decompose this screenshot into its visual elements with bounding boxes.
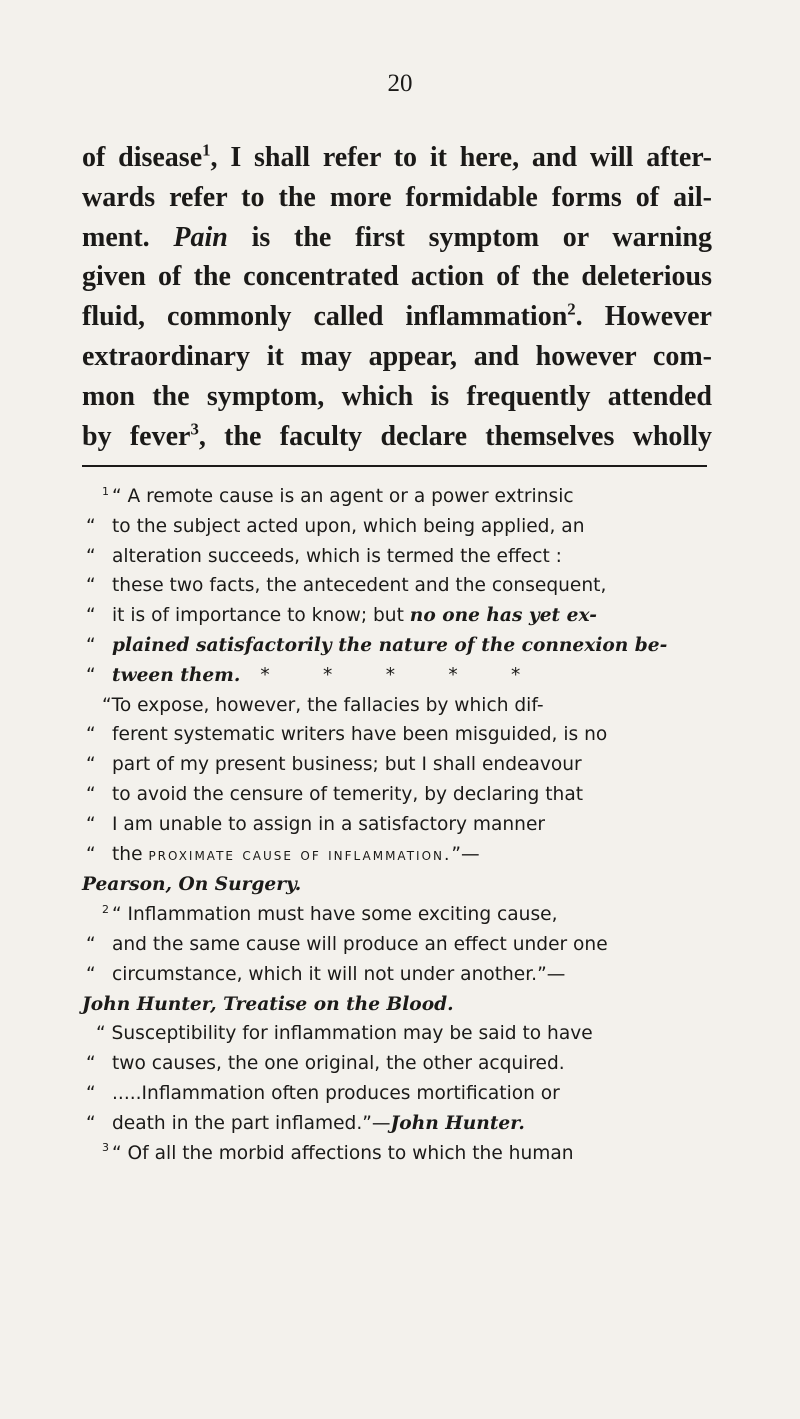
footnote-2: $^2$ “ Inflammation must have some exciting cause, [102, 902, 558, 926]
footnote-ref-1: 1 [202, 140, 211, 160]
open-quote-mark: “ [86, 575, 96, 597]
open-quote-mark: “ [86, 1082, 96, 1104]
footnote-line: “ .....Inflammation often produces mortification or [86, 1079, 712, 1109]
footnote-line: “ circumstance, which it will not under another.”— [86, 960, 712, 990]
emphasis-pain: Pain [173, 221, 228, 253]
footnote-ref-3: 3 [190, 419, 199, 439]
text-line: extraordinary it may appear, and however com- [82, 340, 712, 372]
footnote-1: $^1$ “ A remote cause is an agent or a power extrinsic [102, 484, 574, 507]
open-quote-mark: “ [86, 813, 96, 835]
open-quote-mark: “ [86, 843, 96, 865]
text-line: given of the concentrated action of the deleterious [82, 261, 712, 293]
footnote-line: “ it is of importance to know; but no one has yet ex- [86, 601, 712, 631]
open-quote-mark: “ [86, 933, 96, 955]
footnote-line: “ and the same cause will produce an effect under one [86, 930, 712, 960]
open-quote-mark: “ [86, 724, 96, 746]
open-quote-mark: “ [86, 783, 96, 805]
open-quote-mark: “ [86, 605, 96, 627]
footnote-ref-2: 2 [567, 299, 576, 319]
main-text [82, 138, 712, 456]
footnote-line: “ these two facts, the antecedent and the consequent, [86, 571, 712, 601]
text-line: mon the symptom, which is frequently attended [82, 380, 712, 412]
footnote-line: “To expose, however, the fallacies by which dif- [102, 694, 544, 716]
text-line: by fever$^3$, the faculty declare themselves wholly [82, 419, 712, 452]
open-quote-mark: “ [86, 664, 96, 686]
footnotes [82, 482, 712, 1168]
text-line: of disease$^1$, I shall refer to it here, and will after- [82, 140, 713, 173]
asterisks: * * * * * [260, 664, 521, 686]
footnote-line: “ tween them. * * * * * [86, 661, 712, 691]
footnote-line: “ part of my present business; but I shall endeavour [86, 750, 712, 780]
text-line: fluid, commonly called inflammation$^2$. However [82, 299, 712, 333]
open-quote-mark: “ [86, 1053, 96, 1075]
open-quote-mark: “ [86, 754, 96, 776]
page-number: 20 [387, 70, 413, 97]
text-line: wards refer to the more formidable forms of ail- [82, 181, 712, 213]
footnote-divider [82, 465, 707, 467]
footnote-line: “ the proximate cause of inflammation.”— [86, 840, 712, 871]
footnote-line: “ ferent systematic writers have been misguided, is no [86, 720, 712, 750]
open-quote-mark: “ [86, 963, 96, 985]
footnote-line: “ plained satisfactorily the nature of the connexion be- [86, 631, 712, 661]
open-quote-mark: “ [86, 1112, 96, 1134]
footnote-line: “ to avoid the censure of temerity, by declaring that [86, 780, 712, 810]
open-quote-mark: “ [86, 634, 96, 656]
footnote-line: “ to the subject acted upon, which being applied, an [86, 512, 712, 542]
footnote-line: “ alteration succeeds, which is termed the effect : [86, 542, 712, 572]
citation: Pearson, On Surgery. [82, 874, 302, 896]
footnote-line: “ death in the part inflamed.”—John Hunter. [86, 1109, 712, 1139]
footnote-3: $^3$ “ Of all the morbid affections to which the human [102, 1141, 574, 1164]
footnote-line: “ I am unable to assign in a satisfactory manner [86, 810, 712, 840]
footnote-line: “ two causes, the one original, the other acquired. [86, 1049, 712, 1079]
footnote-line: “ Susceptibility for inflammation may be said to have [96, 1023, 593, 1045]
open-quote-mark: “ [86, 545, 96, 567]
citation: John Hunter, Treatise on the Blood. [82, 993, 454, 1015]
text-line: ment. Pain is the first symptom or warning [82, 221, 712, 253]
open-quote-mark: “ [86, 515, 96, 537]
